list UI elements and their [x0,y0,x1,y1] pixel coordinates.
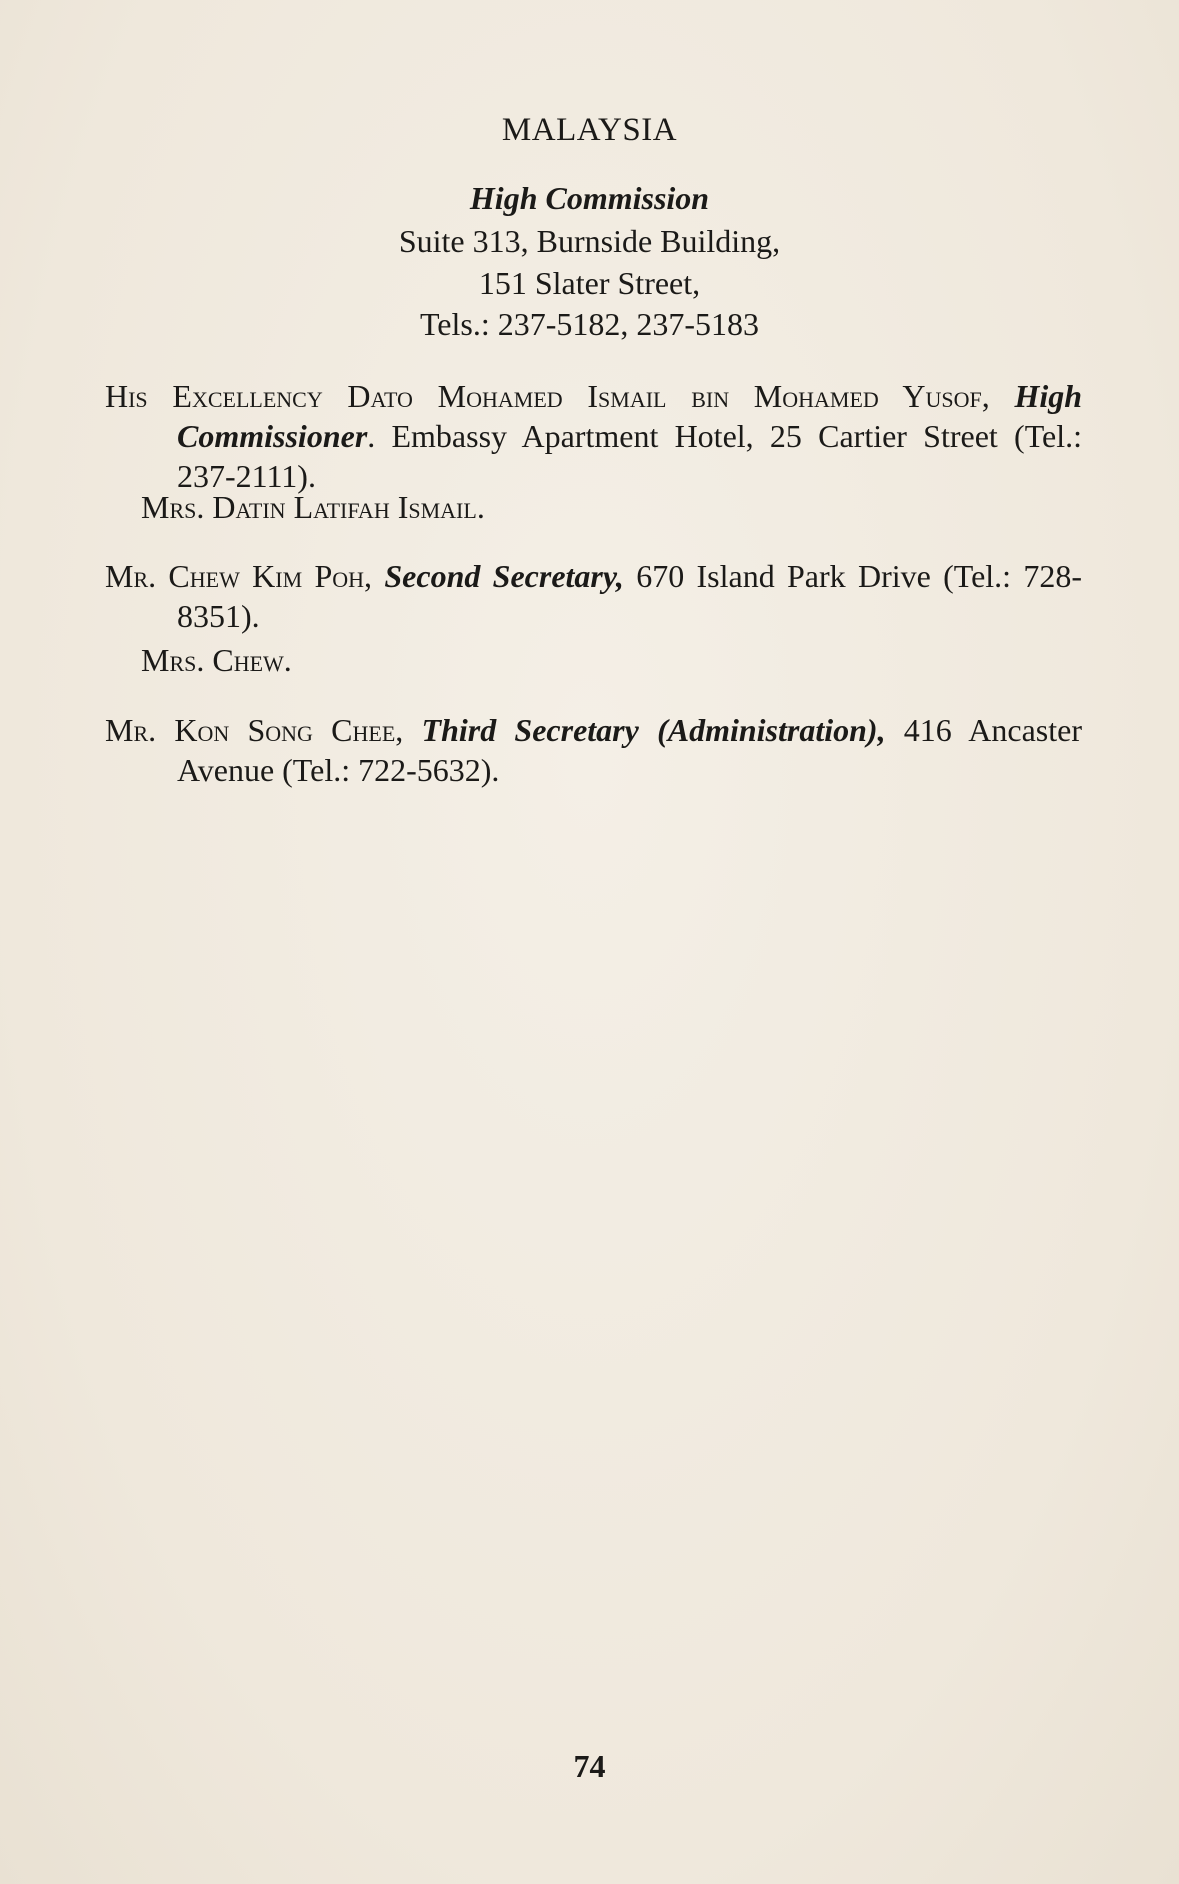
entry-spouse: Mrs. Datin Latifah Ismail. [141,489,485,525]
entry-details: . Embassy Apartment Hotel, 25 Cartier Street (Tel.: 237-2111). [177,418,1082,494]
page-number: 74 [573,1748,606,1784]
address-line-1: Suite 313, Burnside Building, [398,223,781,259]
entry-title: Second Secretary, [384,558,624,594]
address-line-2: 151 Slater Street, [478,265,701,301]
entry-title: Third Secretary (Administration), [421,712,886,748]
entry-name: Mr. Chew Kim Poh, [105,558,373,594]
telephone-numbers: Tels.: 237-5182, 237-5183 [419,306,760,342]
entry-title: High Commissioner [177,378,1083,454]
entry-details: 670 Island Park Drive (Tel.: 728-8351). [177,558,1083,634]
mission-type: High Commission [469,180,710,216]
entry-third-secretary [105,710,1082,790]
entry-high-commissioner [105,376,1082,496]
entry-name: His Excellency Dato Mohamed Ismail bin Mohamed Yusof, [105,378,990,414]
entry-spouse: Mrs. Chew. [141,642,292,678]
entry-second-secretary [105,556,1082,636]
entry-details: 416 Ancaster Avenue (Tel.: 722-5632). [177,712,1082,788]
entry-name: Mr. Kon Song Chee, [105,712,404,748]
country-heading: MALAYSIA [501,112,678,148]
